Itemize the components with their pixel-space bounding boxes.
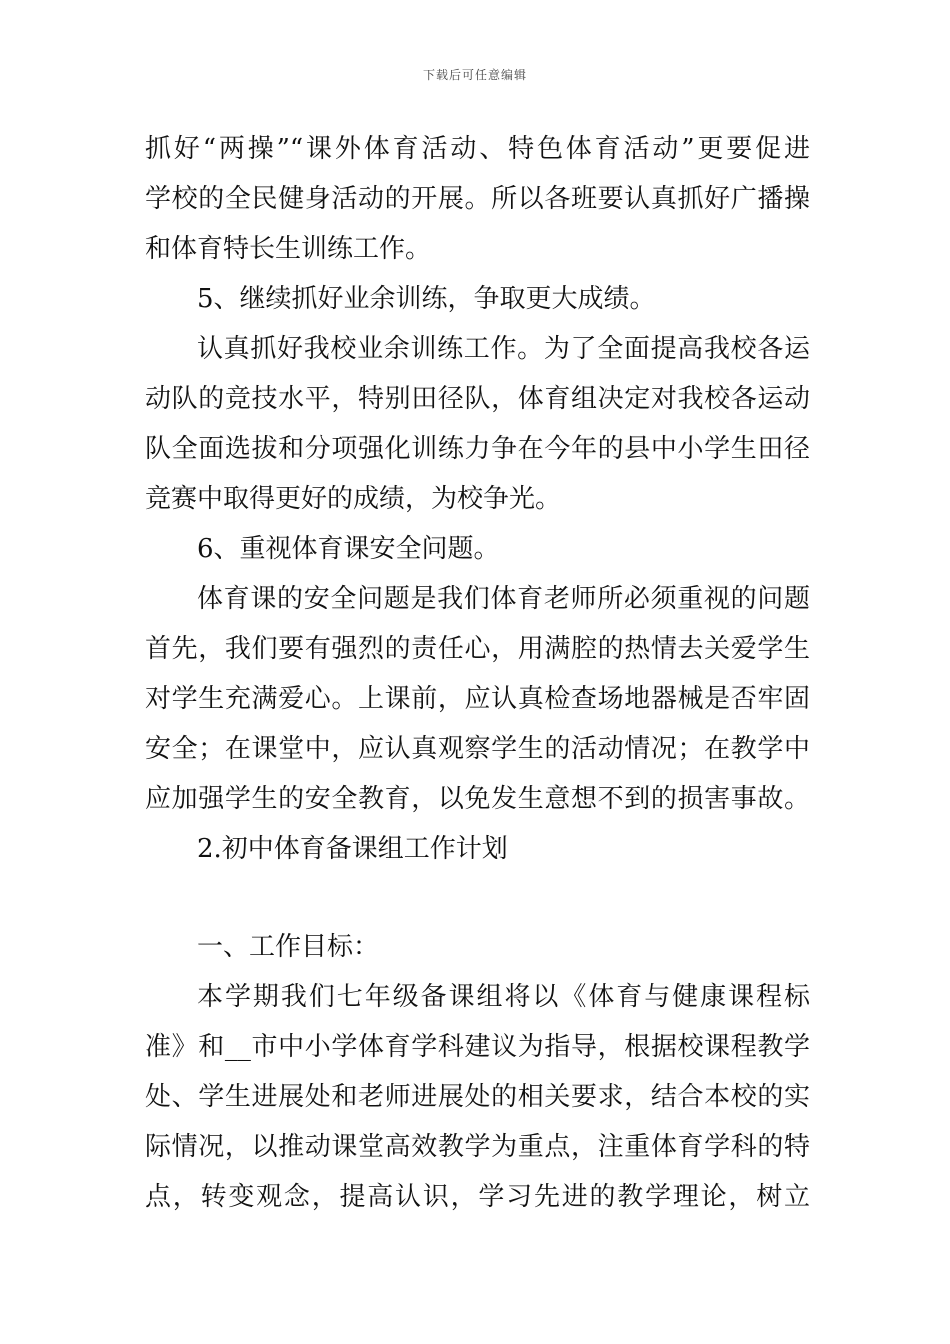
text-line: 应加强学生的安全教育，以免发生意想不到的损害事故。 [145,784,810,814]
text-line: 队全面选拔和分项强化训练力争在今年的县中小学生田径 [145,434,810,464]
text-line: 对学生充满爱心。上课前，应认真检查场地器械是否牢固 [145,684,810,714]
page-header-note: 下载后可任意编辑 [422,68,527,82]
section-heading: 一、工作目标： [197,932,380,962]
text-line: 本学期我们七年级备课组将以《体育与健康课程标 [197,982,810,1012]
text-line: 认真抓好我校业余训练工作。为了全面提高我校各运 [197,334,810,364]
text-line: 点，转变观念，提高认识，学习先进的教学理论，树立 [145,1182,810,1212]
section-heading: 6、重视体育课安全问题。 [197,534,500,564]
text-line: 抓好“两操”“课外体育活动、特色体育活动”更要促进 [145,134,810,164]
text-line: 准》和__市中小学体育学科建议为指导，根据校课程教学 [145,1032,810,1062]
text-line: 动队的竞技水平，特别田径队，体育组决定对我校各运动 [145,384,810,414]
text-line: 际情况，以推动课堂高效教学为重点，注重体育学科的特 [145,1132,810,1162]
text-line: 和体育特长生训练工作。 [145,234,432,264]
document-body [145,124,810,1222]
text-line: 安全；在课堂中，应认真观察学生的活动情况；在教学中 [145,734,810,764]
text-line: 体育课的安全问题是我们体育老师所必须重视的问题 [197,584,810,614]
text-line: 处、学生进展处和老师进展处的相关要求，结合本校的实 [145,1082,810,1112]
text-line: 学校的全民健身活动的开展。所以各班要认真抓好广播操 [145,184,810,214]
text-line: 首先，我们要有强烈的责任心，用满腔的热情去关爱学生 [145,634,810,664]
blank-gap [145,874,810,922]
section-title: 2.初中体育备课组工作计划 [197,834,508,864]
section-heading: 5、继续抓好业余训练，争取更大成绩。 [197,284,656,314]
text-line: 竞赛中取得更好的成绩，为校争光。 [145,484,562,514]
